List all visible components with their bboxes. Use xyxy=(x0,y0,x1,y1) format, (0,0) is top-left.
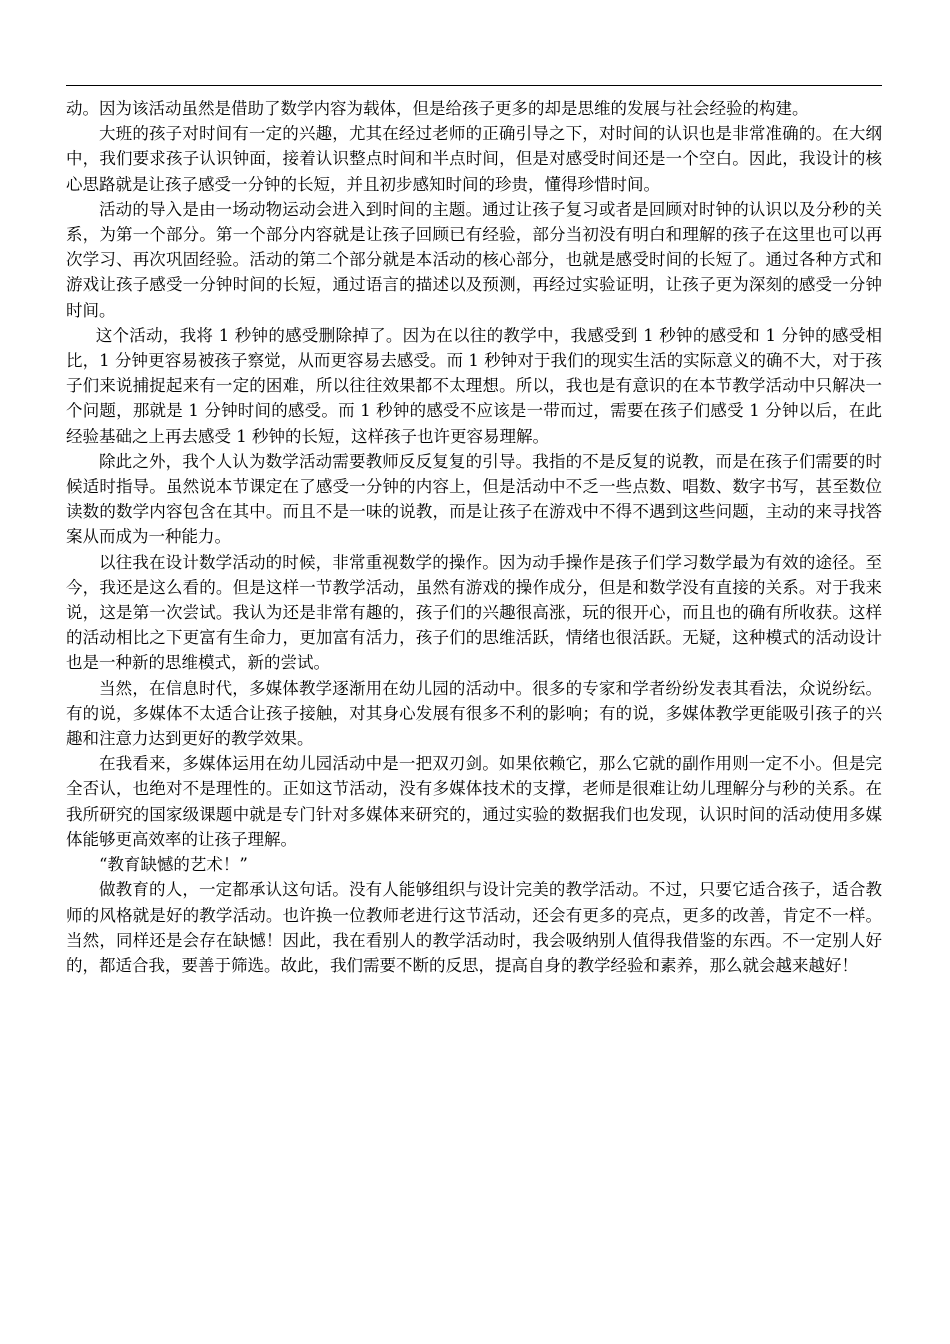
paragraph-operation: 以往我在设计数学活动的时候，非常重视数学的操作。因为动手操作是孩子们学习数学最为有效的途径。至今，我还是这么看的。但是这样一节教学活动，虽然有游戏的操作成分，但是和数学没有直接的关系。对于我来说，这是第一次尝试。我认为还是非常有趣的，孩子们的兴趣很高涨，玩的很开心，而且也的确有所收获。这样的活动相比之下更富有生命力，更加富有活力，孩子们的思维活跃，情绪也很活跃。无疑，这种模式的活动设计也是一种新的思维模式，新的尝试。 xyxy=(66,552,882,673)
paragraph-one-second: 这个活动，我将 1 秒钟的感受删除掉了。因为在以往的教学中，我感受到 1 秒钟的感受和 1 分钟的感受相比，1 分钟更容易被孩子察觉，从而更容易去感受。而 1 秒钟对于我们的现实生活的实际意义的确不大，对于孩子们来说捕捉起来有一定的困难，所以往往效果都不太理想。所以，我也是有意识的在本节教学活动中只解决一个问题，那就是 1 分钟时间的感受。而 1 秒钟的感受不应该是一带而过，需要在孩子们感受 1 分钟以后，在此经验基础之上再去感受 1 秒钟的长短，这样孩子也许更容易理解。 xyxy=(66,325,882,446)
document-body xyxy=(66,96,882,978)
paragraph-activity-intro: 活动的导入是由一场动物运动会进入到时间的主题。通过让孩子复习或者是回顾对时钟的认识以及分秒的关系，为第一个部分。第一个部分内容就是让孩子回顾已有经验，部分当初没有明白和理解的孩子在这里也可以再次学习、再次巩固经验。活动的第二个部分就是本活动的核心部分，也就是感受时间的长短了。通过各种方式和游戏让孩子感受一分钟时间的长短，通过语言的描述以及预测，再经过实验证明，让孩子更为深刻的感受一分钟时间。 xyxy=(66,199,882,320)
paragraph-quote: “教育缺憾的艺术！” xyxy=(99,855,248,875)
paragraph-class-interest: 大班的孩子对时间有一定的兴趣，尤其在经过老师的正确引导之下，对时间的认识也是非常准确的。在大纲中，我们要求孩子认识钟面，接着认识整点时间和半点时间，但是对感受时间还是一个空白。因此，我设计的核心思路就是让孩子感受一分钟的长短，并且初步感知时间的珍贵，懂得珍惜时间。 xyxy=(66,124,882,194)
paragraph-continuation: 动。因为该活动虽然是借助了数学内容为载体，但是给孩子更多的却是思维的发展与社会经验的构建。 xyxy=(66,99,809,118)
header-rule xyxy=(66,85,882,86)
paragraph-multimedia-views: 当然，在信息时代，多媒体教学逐渐用在幼儿园的活动中。很多的专家和学者纷纷发表其看法，众说纷纭。有的说，多媒体不太适合让孩子接触，对其身心发展有很多不利的影响；有的说，多媒体教学更能吸引孩子的兴趣和注意力达到更好的教学效果。 xyxy=(66,678,882,749)
paragraph-conclusion: 做教育的人，一定都承认这句话。没有人能够组织与设计完美的教学活动。不过，只要它适合孩子，适合教师的风格就是好的教学活动。也许换一位教师老进行这节活动，还会有更多的亮点，更多的改善，肯定不一样。当然，同样还是会存在缺憾！因此，我在看别人的教学活动时，我会吸纳别人值得我借鉴的东西。不一定别人好的，都适合我，要善于筛选。故此，我们需要不断的反思，提高自身的教学经验和素养，那么就会越来越好！ xyxy=(66,880,882,975)
paragraph-guidance: 除此之外，我个人认为数学活动需要教师反反复复的引导。我指的不是反复的说教，而是在孩子们需要的时候适时指导。虽然说本节课定在了感受一分钟的内容上，但是活动中不乏一些点数、唱数、数字书写，甚至数位读数的数学内容包含在其中。而且不是一味的说教，而是让孩子在游戏中不得不遇到这些问题，主动的来寻找答案从而成为一种能力。 xyxy=(66,451,882,547)
paragraph-double-edged: 在我看来，多媒体运用在幼儿园活动中是一把双刃剑。如果依赖它，那么它就的副作用则一定不小。但是完全否认，也绝对不是理性的。正如这节活动，没有多媒体技术的支撑，老师是很难让幼儿理解分与秒的关系。在我所研究的国家级课题中就是专门针对多媒体来研究的，通过实验的数据我们也发现，认识时间的活动使用多媒体能够更高效率的让孩子理解。 xyxy=(66,754,882,849)
